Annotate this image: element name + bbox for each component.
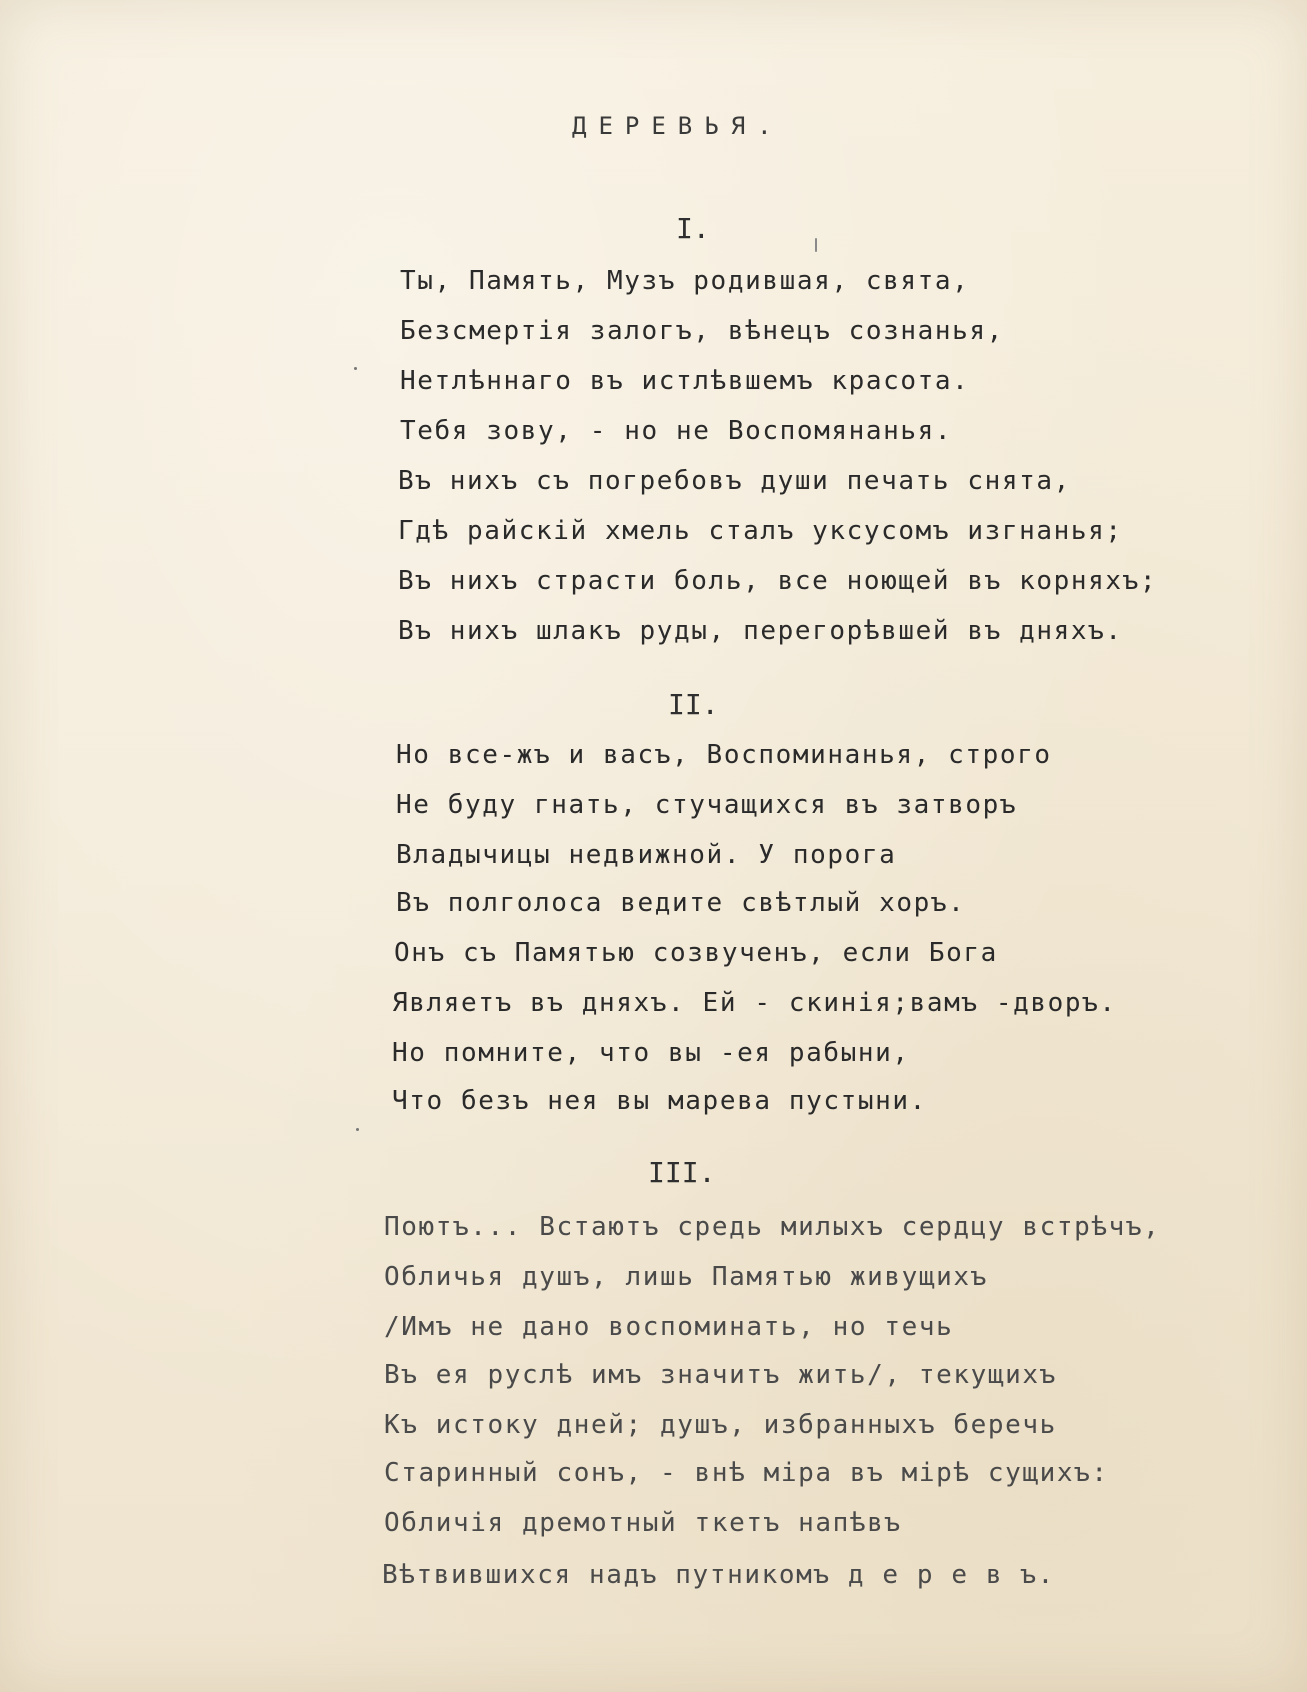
poem-title: ДЕРЕВЬЯ.	[572, 112, 784, 140]
poem-line: /Имъ не дано воспоминать, но течь	[384, 1312, 954, 1342]
poem-line: Къ истоку дней; душъ, избранныхъ беречь	[384, 1410, 1057, 1440]
section-number-3: III.	[648, 1156, 716, 1189]
poem-line: Владычицы недвижной. У порога	[396, 840, 897, 870]
paper-speck	[356, 1128, 359, 1131]
poem-line: Въ полголоса ведите свѣтлый хоръ.	[396, 888, 966, 918]
poem-line: Старинный сонъ, - внѣ міра въ мірѣ сущихъ:	[384, 1458, 1109, 1488]
poem-line: Что безъ нея вы марева пустыни.	[392, 1086, 927, 1116]
poem-line: Но все-жъ и васъ, Воспоминанья, строго	[396, 740, 1052, 770]
poem-line: Вѣтвившихся надъ путникомъ д е р е в ъ.	[382, 1560, 1055, 1590]
poem-line: Тебя зову, - но не Воспомянанья.	[400, 416, 953, 446]
paper-speck	[815, 238, 817, 252]
paper-speck	[354, 367, 357, 370]
poem-line: Обличья душъ, лишь Памятью живущихъ	[384, 1262, 988, 1292]
poem-line: Обличія дремотный ткетъ напѣвъ	[384, 1508, 902, 1538]
poem-line: Въ ея руслѣ имъ значитъ жить/, текущихъ	[384, 1360, 1057, 1390]
poem-line: Являетъ въ дняхъ. Ей - скинія;вамъ -дворъ.	[392, 988, 1117, 1018]
poem-line: Нетлѣннаго въ истлѣвшемъ красота.	[400, 366, 970, 396]
poem-line: Въ нихъ съ погребовъ души печать снята,	[398, 466, 1071, 496]
poem-line: Онъ съ Памятью созвученъ, если Бога	[394, 938, 998, 968]
poem-line: Въ нихъ шлакъ руды, перегорѣвшей въ дняхъ.	[398, 616, 1123, 646]
poem-line: Безсмертія залогъ, вѣнецъ сознанья,	[400, 316, 1004, 346]
poem-line: Гдѣ райскій хмель сталъ уксусомъ изгнанья;	[398, 516, 1123, 546]
poem-line: Ты, Память, Музъ родившая, свята,	[400, 266, 970, 296]
section-number-2: II.	[668, 688, 719, 721]
poem-line: Поютъ... Встаютъ средь милыхъ сердцу встрѣчъ,	[384, 1212, 1161, 1242]
section-number-1: I.	[676, 212, 710, 245]
poem-line: Но помните, что вы -ея рабыни,	[392, 1038, 910, 1068]
poem-line: Не буду гнать, стучащихся въ затворъ	[396, 790, 1018, 820]
poem-line: Въ нихъ страсти боль, все ноющей въ корняхъ;	[398, 566, 1158, 596]
